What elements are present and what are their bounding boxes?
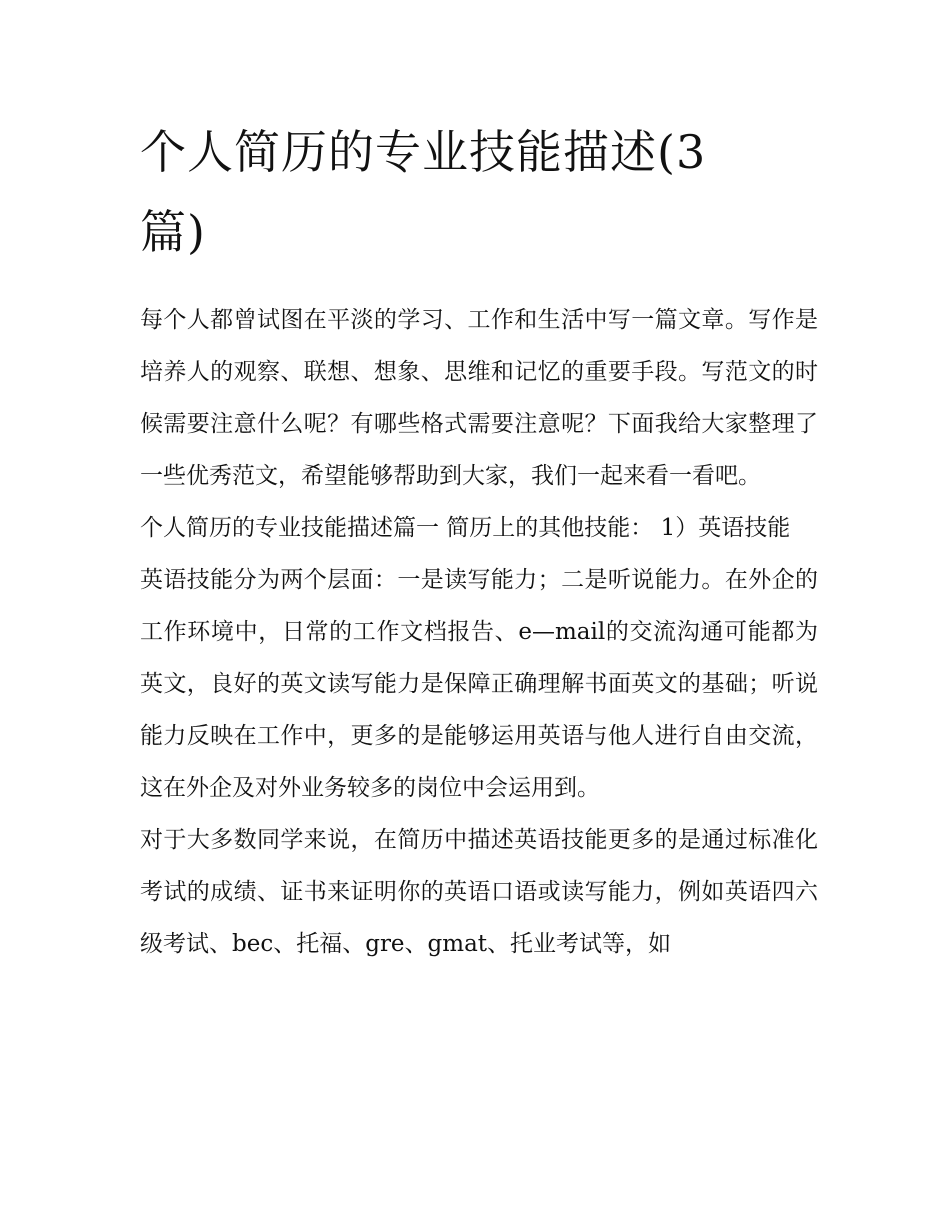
document-title: 个人简历的专业技能描述(3篇) [140, 125, 707, 259]
document-body [140, 112, 818, 970]
english-skills-paragraph: 英语技能分为两个层面：一是读写能力；二是听说能力。在外企的工作环境中，日常的工作文档报告、e—mail的交流沟通可能都为英文，良好的英文读写能力是保障正确理解书面英文的基础；听说能力反映在工作中，更多的是能够运用英语与他人进行自由交流，这在外企及对外业务较多的岗位中会运用到。 [140, 567, 818, 801]
section-heading-paragraph: 个人简历的专业技能描述篇一 简历上的其他技能： 1）英语技能 [140, 515, 791, 541]
intro-paragraph: 每个人都曾试图在平淡的学习、工作和生活中写一篇文章。写作是培养人的观察、联想、想象、思维和记忆的重要手段。写范文的时候需要注意什么呢？有哪些格式需要注意呢？下面我给大家整理了一些优秀范文，希望能够帮助到大家，我们一起来看一看吧。 [140, 307, 818, 489]
exam-certificates-paragraph: 对于大多数同学来说，在简历中描述英语技能更多的是通过标准化考试的成绩、证书来证明你的英语口语或读写能力，例如英语四六级考试、bec、托福、gre、gmat、托业考试等，如 [140, 827, 818, 957]
